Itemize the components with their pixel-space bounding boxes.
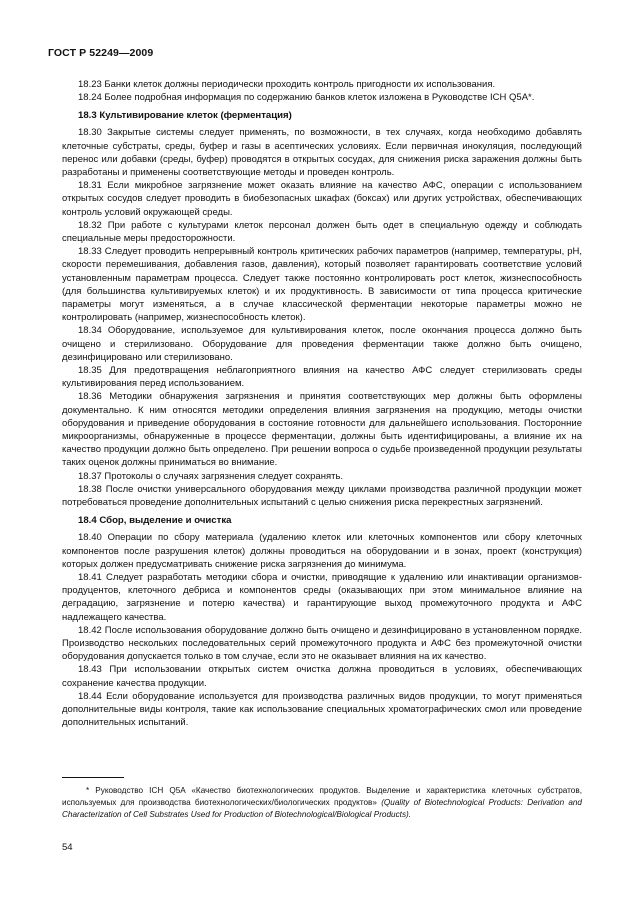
paragraph-18-35: 18.35 Для предотвращения неблагоприятного влияния на качество АФС следует стерилизовать среды культивирования перед использованием. (62, 365, 582, 390)
paragraph-18-30: 18.30 Закрытые системы следует применять, по возможности, в тех случаях, когда необходимо добавлять клеточные субстраты, среды, буфер и газы в асептических условиях. Если первичная инокуляция, последующий перенос или добавки (среды, буфер) проводятся в открытых сосудах, для снижения риска заражения должны быть разработаны и применены соответствующие методы и проведен контроль. (62, 127, 582, 179)
paragraph-18-32: 18.32 При работе с культурами клеток персонал должен быть одет в специальную одежду и соблюдать специальные меры предосторожности. (62, 219, 582, 245)
section-heading-18-4: 18.4 Сбор, выделение и очистка (78, 515, 232, 527)
footnote-text-en: (Quality of Biotechnological Products: Derivation and Characterization of Cell Substrates Used for Production of Biotechnological/Biological Products). (62, 798, 582, 820)
paragraph-18-44: 18.44 Если оборудование используется для производства различных видов продукции, то могут применяться дополнительные виды контроля, такие как использование специальных хроматографических смол или проведение дополнительных испытаний. (62, 690, 582, 729)
paragraph-18-24: 18.24 Более подробная информация по содержанию банков клеток изложена в Руководстве ICH Q5A*. (78, 92, 535, 104)
paragraph-18-36: 18.36 Методики обнаружения загрязнения и принятия соответствующих мер должны быть оформлены документально. К ним относятся методики определения влияния загрязнения на продукцию, методы очистки оборудования и приведение оборудования в состояние готовности для дальнейшего использования. Посторонние микроорганизмы, обнаруженные в процессе ферментации, должны быть идентифицированы, а влияние их на качество продукции должно быть определено. При решении вопроса о судьбе произведенной продукции результаты таких оценок должны приниматься во внимание. (62, 391, 582, 469)
paragraph-18-23: 18.23 Банки клеток должны периодически проходить контроль пригодности их использования. (78, 79, 496, 90)
paragraph-18-34: 18.34 Оборудование, используемое для культивирования клеток, после окончания процесса должно быть очищено и стерилизовано. Оборудование для проведения ферментации также должно быть очищено, дезинфицировано или стерилизовано. (62, 325, 582, 363)
paragraph-18-38: 18.38 После очистки универсального оборудования между циклами производства различной продукции может потребоваться проведение дополнительных испытаний с целью снижения риска перекрестных загрязнений. (62, 483, 582, 509)
paragraph-18-33: 18.33 Следует проводить непрерывный контроль критических рабочих параметров (например, температуры, pH, скорости перемешивания, добавления газов, давления), который позволяет гарантировать соответствие условий установленным параметрам процесса. Следует также постоянно контролировать рост клеток, жизнеспособность (для большинства культивируемых клеток) и их продуктивность. В зависимости от типа процесса критические параметры могут изменяться, а в случае классической ферментации некоторые параметры можно не контролировать (например, жизнеспособность клеток). (62, 246, 582, 324)
page-content (62, 78, 582, 729)
paragraph-18-37: 18.37 Протоколы о случаях загрязнения следует сохранять. (78, 470, 344, 482)
paragraph-18-41: 18.41 Следует разработать методики сбора и очистки, приводящие к удалению или инактивации организмов-продуцентов, клеточного дебриса и компонентов среды (оказывающих при этом минимальное влияние на деградацию, загрязнение и потерю качества) и гарантирующие выход промежуточного продукта и АФС надлежащего качества. (62, 571, 582, 623)
footnote-text-ru: * Руководство ICH Q5A «Качество биотехнологических продуктов. Выделение и характеристика клеточных субстратов, используемых для производства биотехнологических/биологических продуктов» (62, 786, 582, 808)
paragraph-18-31: 18.31 Если микробное загрязнение может оказать влияние на качество АФС, операции с использованием открытых сосудов следует проводить в биобезопасных шкафах (боксах) или других устройствах, обеспечивающих контроль условий окружающей среды. (62, 180, 582, 218)
page-number: 54 (62, 842, 73, 853)
paragraph-18-40: 18.40 Операции по сбору материала (удалению клеток или клеточных компонентов или сбору клеточных компонентов после разрушения клеток) должны проводиться на оборудовании и в зонах, проект (конструкция) которых должен предусматривать снижение риска загрязнения до минимума. (62, 532, 582, 570)
paragraph-18-43: 18.43 При использовании открытых систем очистка должна проводиться в условиях, обеспечивающих сохранение качества продукции. (62, 664, 582, 689)
standard-header: ГОСТ Р 52249—2009 (48, 47, 154, 59)
footnote (62, 785, 582, 822)
section-heading-18-3: 18.3 Культивирование клеток (ферментация) (78, 110, 292, 122)
footnote-divider (62, 777, 124, 778)
paragraph-18-42: 18.42 После использования оборудование должно быть очищено и дезинфицировано в установленном порядке. Производство нескольких последовательных серий промежуточного продукта и АФС без промежуточной очистки оборудования допускается только в том случае, если это не оказывает влияния на их качество. (62, 624, 582, 663)
